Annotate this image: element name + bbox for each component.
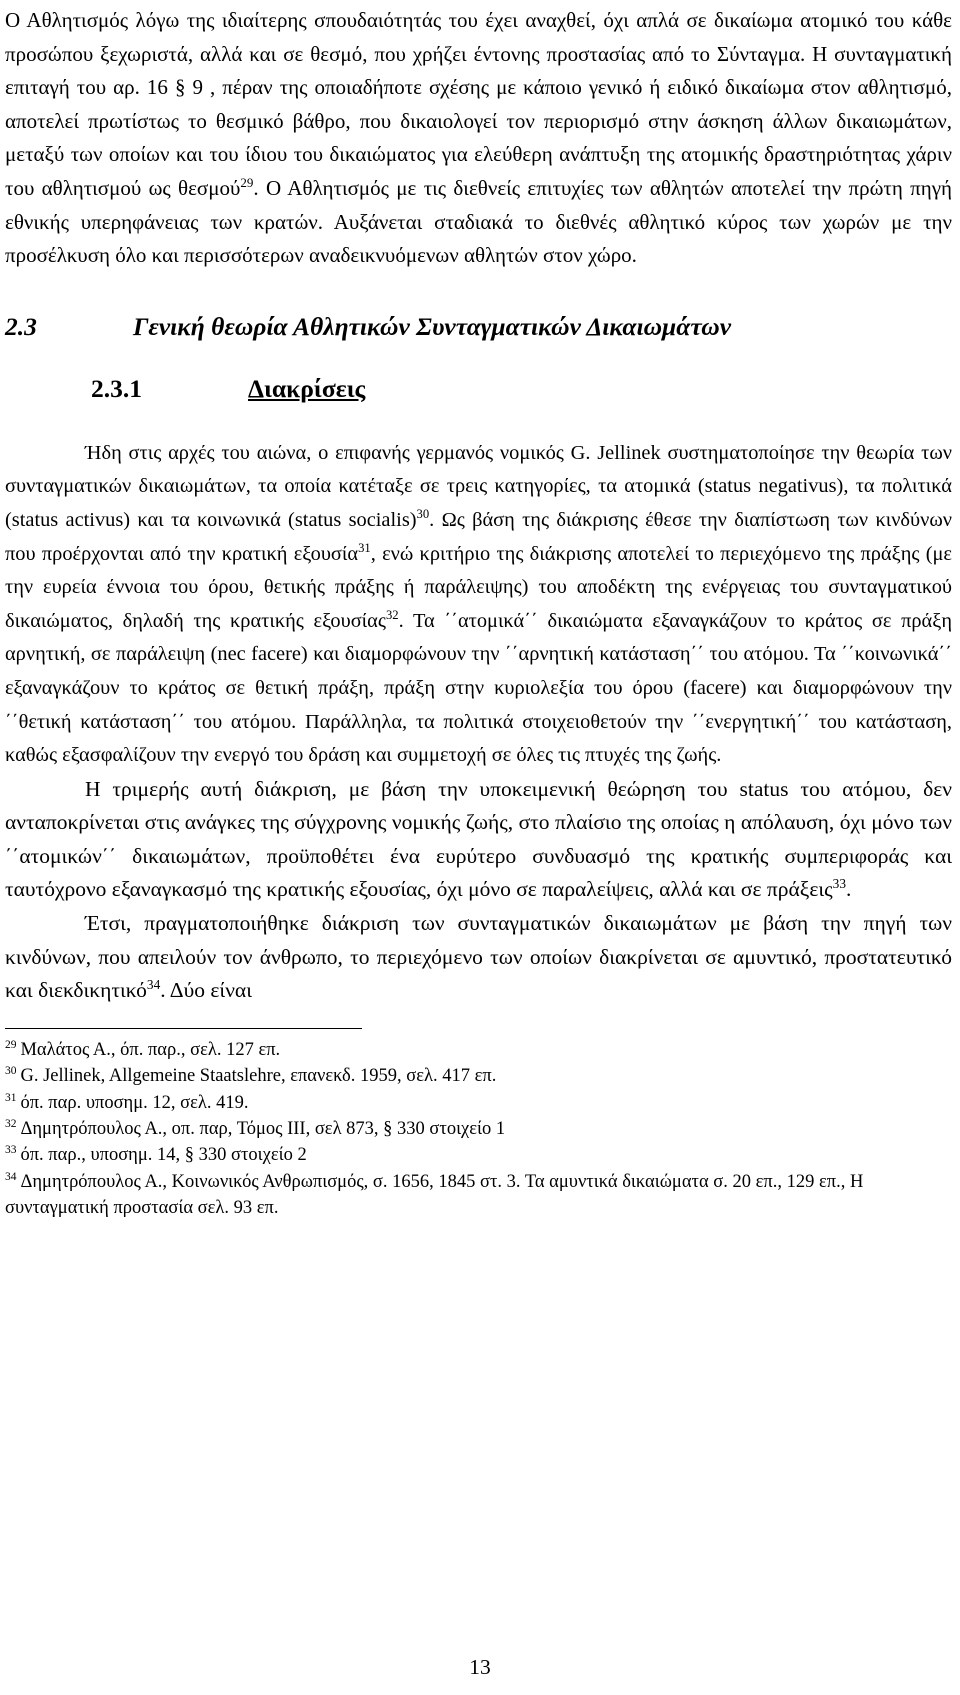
footnote-mark: 30 bbox=[5, 1065, 17, 1078]
footnote-text: G. Jellinek, Allgemeine Staatslehre, επανεκδ. 1959, σελ. 417 επ. bbox=[20, 1066, 497, 1087]
page-number: 13 bbox=[469, 1655, 491, 1679]
footnote-ref-34: 34 bbox=[146, 977, 161, 993]
subsection-number: 2.3.1 bbox=[91, 373, 142, 403]
section-heading bbox=[5, 307, 952, 347]
paragraph-jellinek bbox=[5, 437, 952, 773]
footnote-text: όπ. παρ., υποσημ. 14, § 330 στοιχείο 2 bbox=[20, 1145, 307, 1166]
paragraph-text: Ήδη στις αρχές του αιώνα, ο επιφανής γερμανός νομικός G. Jellinek συστηματοποίησε την θεωρία των συνταγματικών δικαιωμάτων, τα οποία κατέταξε σε τρεις κατηγορίες, τα ατομικά (status negativus), τα πολιτικά (status activus) και τα κοινωνικά (status socialis) bbox=[5, 441, 952, 531]
footnote-mark: 33 bbox=[5, 1144, 17, 1157]
footnote bbox=[5, 1037, 952, 1063]
footnote bbox=[5, 1063, 952, 1089]
paragraph-text: . Ως βάση της διάκρισης έθεσε την διαπίστωση των κινδύνων που προέρχονται από την κρατική εξουσία bbox=[5, 508, 952, 565]
footnote-text: Δημητρόπουλος Α., οπ. παρ, Τόμος ΙΙΙ, σελ 873, § 330 στοιχείο 1 bbox=[20, 1119, 506, 1140]
footnote-mark: 31 bbox=[5, 1091, 17, 1104]
paragraph-text: . Δύο είναι bbox=[160, 978, 252, 1003]
footnotes bbox=[5, 1037, 952, 1222]
paragraph-text: Η τριμερής αυτή διάκριση, με βάση την υποκειμενική θεώρηση του status του ατόμου, δεν ανταποκρίνεται στις ανάγκες της σύγχρονης νομικής ζωής, στο πλαίσιο της οποίας η απόλαυση, όχι μόνο των ΄΄ατομικών΄΄ δικαιωμάτων, προϋποθέτει ένα ευρύτερο συνδυασμό της κρατικής συμπεριφοράς και ταυτόχρονο εξαναγκασμό της κρατικής εξουσίας, όχι μόνο σε παραλείψεις, αλλά και σε πράξεις bbox=[5, 776, 952, 902]
footnote-separator bbox=[5, 1028, 362, 1029]
footnote-mark: 32 bbox=[5, 1117, 17, 1130]
paragraph-tripartite bbox=[5, 773, 952, 907]
paragraph-athletics-institution bbox=[5, 4, 952, 273]
footnote bbox=[5, 1169, 952, 1222]
footnote-ref-29: 29 bbox=[240, 174, 254, 190]
footnote-ref-30: 30 bbox=[416, 507, 430, 522]
footnote-ref-33: 33 bbox=[832, 876, 846, 892]
footnote-ref-31: 31 bbox=[358, 540, 371, 555]
section-number: 2.3 bbox=[5, 311, 37, 341]
footnote bbox=[5, 1090, 952, 1116]
paragraph-text: Έτσι, πραγματοποιήθηκε διάκριση των συνταγματικών δικαιωμάτων με βάση την πηγή των κινδύνων, που απειλούν τον άνθρωπο, το περιεχόμενο των οποίων διακρίνεται σε αμυντικό, προστατευτικό και διεκδικητικό bbox=[5, 911, 952, 1003]
footnote bbox=[5, 1116, 952, 1142]
paragraph-text: , ενώ κριτήριο της διάκρισης αποτελεί το περιεχόμενο της πράξης (με την ευρεία έννοια του όρου, θετικής πράξης ή παράλειψης) του αποδέκτη της ενέργειας του συνταγματικού δικαιώματος, δηλαδή της κρατικής εξουσίας bbox=[5, 542, 952, 632]
footnote-text: Δημητρόπουλος Α., Κοινωνικός Ανθρωπισμός, σ. 1656, 1845 στ. 3. Τα αμυντικά δικαιώματα σ. 20 επ., 129 επ., Η συνταγματική προστασία σελ. 93 επ. bbox=[5, 1171, 864, 1219]
page-content bbox=[5, 4, 952, 1222]
section-title: Γενική θεωρία Αθλητικών Συνταγματικών Δικαιωμάτων bbox=[133, 311, 732, 341]
paragraph-text: . Τα ΄΄ατομικά΄΄ δικαιώματα εξαναγκάζουν το κράτος σε πράξη αρνητική, σε παράλειψη (nec facere) και διαμορφώνουν την ΄΄αρνητική κατάσταση΄΄ του ατόμου. Τα ΄΄κοινωνικά΄΄ εξαναγκάζουν το κράτος σε θετική πράξη, πράξη στην κυριολεξία του όρου (facere) και διαμορφώνουν την ΄΄θετική κατάσταση΄΄ του ατόμου. Παράλληλα, τα πολιτικά στοιχειοθετούν την ΄΄ενεργητική΄΄ του κατάσταση, καθώς εξασφαλίζουν την ενεργό του δράση και συμμετοχή σε όλες τις πτυχές της ζωής. bbox=[5, 609, 952, 767]
footnote-mark: 34 bbox=[5, 1170, 17, 1183]
paragraph-text: . bbox=[845, 877, 852, 902]
paragraph-text: Ο Αθλητισμός λόγω της ιδιαίτερης σπουδαιότητάς του έχει αναχθεί, όχι απλά σε δικαίωμα ατομικό του κάθε προσώπου ξεχωριστά, αλλά και σε θεσμό, που χρήζει έντονης προστασίας από το Σύνταγμα. Η συνταγματική επιταγή του αρ. 16 § 9 , πέραν της οποιαδήποτε σχέσης με κάποιο γενικό ή ειδικό δικαίωμα στον αθλητισμό, αποτελεί πρωτίστως το θεσμικό βάθρο, που δικαιολογεί τον περιορισμό στην άσκηση άλλων δικαιωμάτων, μεταξύ των οποίων και του ίδιου του δικαιώματος για ελεύθερη ανάπτυξη της ατομικής δραστηριότητας χάριν του αθλητισμού ως θεσμού bbox=[5, 8, 952, 200]
subsection-heading bbox=[91, 369, 952, 409]
footnote bbox=[5, 1142, 952, 1168]
subsection-title: Διακρίσεις bbox=[248, 373, 366, 403]
footnote-mark: 29 bbox=[5, 1038, 17, 1051]
footnote-text: όπ. παρ. υποσημ. 12, σελ. 419. bbox=[20, 1092, 249, 1113]
footnote-text: Μαλάτος Α., όπ. παρ., σελ. 127 επ. bbox=[20, 1039, 281, 1060]
paragraph-text: . Ο Αθλητισμός με τις διεθνείς επιτυχίες των αθλητών αποτελεί την πρώτη πηγή εθνικής υπερηφάνειας των κρατών. Αυξάνεται σταδιακά το διεθνές αθλητικό κύρος των χωρών με την προσέλκυση όλο και περισσότερων αναδεικνυόμενων αθλητών στον χώρο. bbox=[5, 175, 953, 268]
footnote-ref-32: 32 bbox=[385, 607, 399, 622]
paragraph-distinction bbox=[5, 907, 952, 1008]
